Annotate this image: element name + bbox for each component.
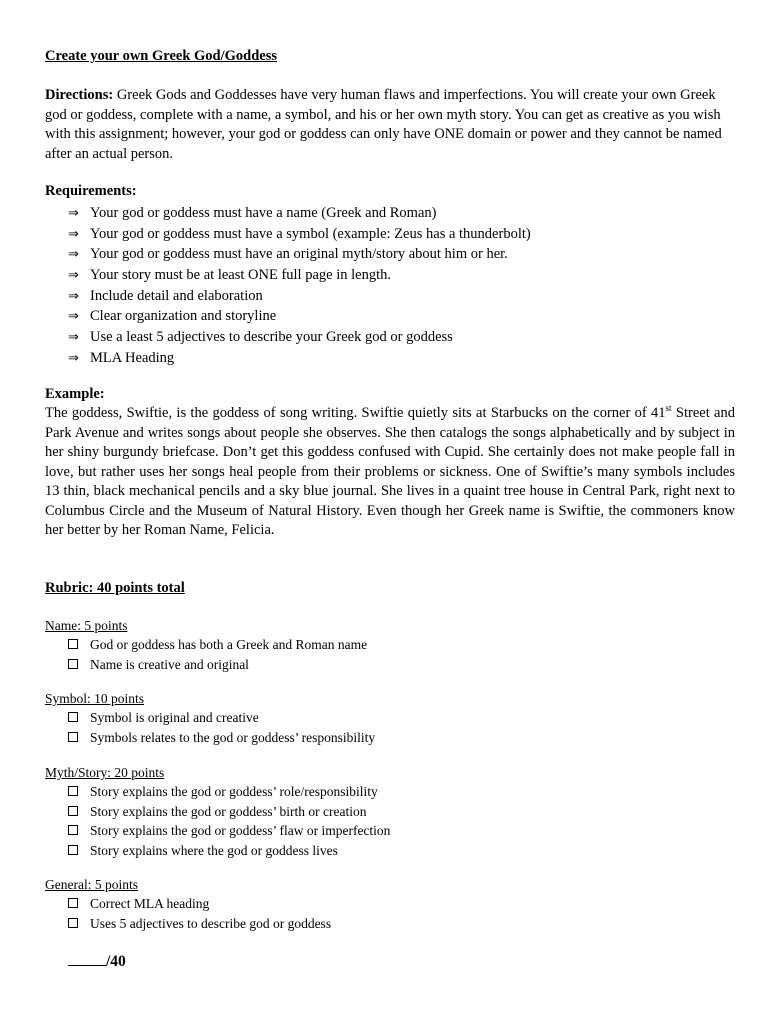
requirement-text: Your god or goddess must have an original myth/story about him or her.: [90, 246, 508, 263]
rubric-item: [68, 821, 390, 841]
checkbox-icon[interactable]: [68, 712, 78, 722]
checkbox-icon[interactable]: [68, 659, 78, 669]
requirements-heading: Requirements:: [45, 183, 137, 199]
requirement-item: [68, 348, 531, 369]
arrow-icon: ⇒: [68, 309, 79, 325]
rubric-item: [68, 841, 390, 861]
rubric-item-text: Story explains where the god or goddess lives: [90, 842, 338, 858]
rubric-item-text: Symbol is original and creative: [90, 710, 259, 725]
document-title: Create your own Greek God/Goddess: [45, 48, 278, 64]
rubric-item: [68, 894, 331, 914]
rubric-item: [68, 802, 390, 822]
requirement-text: MLA Heading: [90, 349, 175, 366]
rubric-item: [68, 914, 331, 934]
section-heading: General: 5 points: [45, 877, 138, 892]
rubric-item-text: Name is creative and original: [90, 656, 249, 672]
checkbox-icon[interactable]: [68, 825, 78, 835]
requirements-list: [68, 203, 531, 369]
requirement-item: [68, 286, 531, 307]
rubric-section-name: [45, 617, 367, 674]
rubric-item: [68, 635, 367, 655]
section-heading: Myth/Story: 20 points: [45, 765, 165, 780]
rubric-item-text: Uses 5 adjectives to describe god or goddess: [90, 915, 332, 931]
rubric-item-text: Story explains the god or goddess’ role/responsibility: [90, 784, 378, 799]
requirement-text: Your story must be at least ONE full page in length.: [90, 267, 391, 284]
rubric-item-text: Correct MLA heading: [90, 896, 210, 911]
rubric-item: [68, 728, 375, 748]
rubric-item-text: Symbols relates to the god or goddess’ responsibility: [90, 729, 376, 745]
requirement-item: [68, 327, 531, 348]
example-heading: Example:: [45, 386, 105, 402]
score-blank[interactable]: [68, 951, 106, 966]
requirement-text: Include detail and elaboration: [90, 287, 263, 304]
checkbox-icon[interactable]: [68, 786, 78, 796]
checkbox-icon[interactable]: [68, 639, 78, 649]
checkbox-icon[interactable]: [68, 732, 78, 742]
rubric-item-text: God or goddess has both a Greek and Roman name: [90, 637, 368, 652]
score-line: [68, 951, 126, 971]
requirement-text: Your god or goddess must have a name (Greek and Roman): [90, 205, 437, 221]
rubric-item: [68, 782, 390, 802]
rubric-heading: Rubric: 40 points total: [45, 580, 185, 596]
rubric-section-myth-story: [45, 764, 390, 860]
rubric-item-text: Story explains the god or goddess’ birth or creation: [90, 803, 367, 819]
rubric-section-general: [45, 876, 331, 933]
arrow-icon: ⇒: [68, 206, 79, 221]
directions-text: Greek Gods and Goddesses have very human flaws and imperfections. You will create your own Greek god or goddess, complete with a name, a symbol, and his or her own myth story. You can get as creative as you wish with this assignment; however, your god or goddess can only have ONE domain or power and they cannot be named after an actual person.: [45, 87, 722, 162]
requirement-item: [68, 203, 531, 224]
arrow-icon: ⇒: [68, 226, 79, 242]
checkbox-icon[interactable]: [68, 845, 78, 855]
arrow-icon: ⇒: [68, 247, 79, 263]
arrow-icon: ⇒: [68, 330, 79, 346]
requirement-text: Clear organization and storyline: [90, 308, 277, 325]
requirement-text: Use a least 5 adjectives to describe your Greek god or goddess: [90, 329, 453, 346]
checkbox-icon[interactable]: [68, 806, 78, 816]
requirement-item: [68, 265, 531, 286]
requirement-text: Your god or goddess must have a symbol (example: Zeus has a thunderbolt): [90, 225, 531, 242]
requirement-item: [68, 224, 531, 245]
section-heading: Name: 5 points: [45, 618, 128, 633]
score-total-label: /40: [106, 953, 126, 970]
example-text-end: Street and Park Avenue and writes songs about people she observes. She then catalogs the songs alphabetically and by subject in her shiny burgundy briefcase. Don’t get this goddess confused with Cupid. She certainly does not make people fall in love, but rather uses her songs heal people from their problems or sickness. One of Swiftie’s many symbols includes 13 thin, black mechanical pencils and a sky blue journal. She lives in a quaint tree house in Central Park, right next to Columbus Circle and the Museum of Natural History. Even though her Greek name is Swiftie, the commoners know her better by her Roman Name, Felicia.: [45, 405, 735, 538]
checkbox-icon[interactable]: [68, 898, 78, 908]
arrow-icon: ⇒: [68, 350, 79, 366]
arrow-icon: ⇒: [68, 268, 79, 284]
rubric-item: [68, 655, 367, 675]
requirement-item: [68, 244, 531, 265]
rubric-item: [68, 708, 375, 728]
rubric-item-text: Story explains the god or goddess’ flaw or imperfection: [90, 823, 391, 838]
example-text-start: The goddess, Swiftie, is the goddess of song writing. Swiftie quietly sits at Starbucks on the corner of 41: [45, 405, 666, 421]
requirement-item: [68, 306, 531, 327]
checkbox-icon[interactable]: [68, 918, 78, 928]
directions-paragraph: [45, 86, 735, 164]
arrow-icon: ⇒: [68, 288, 79, 304]
rubric-section-symbol: [45, 690, 375, 747]
example-paragraph: [45, 404, 735, 541]
ordinal-superscript: st: [665, 403, 672, 414]
section-heading: Symbol: 10 points: [45, 691, 145, 706]
directions-label: Directions:: [45, 87, 114, 103]
